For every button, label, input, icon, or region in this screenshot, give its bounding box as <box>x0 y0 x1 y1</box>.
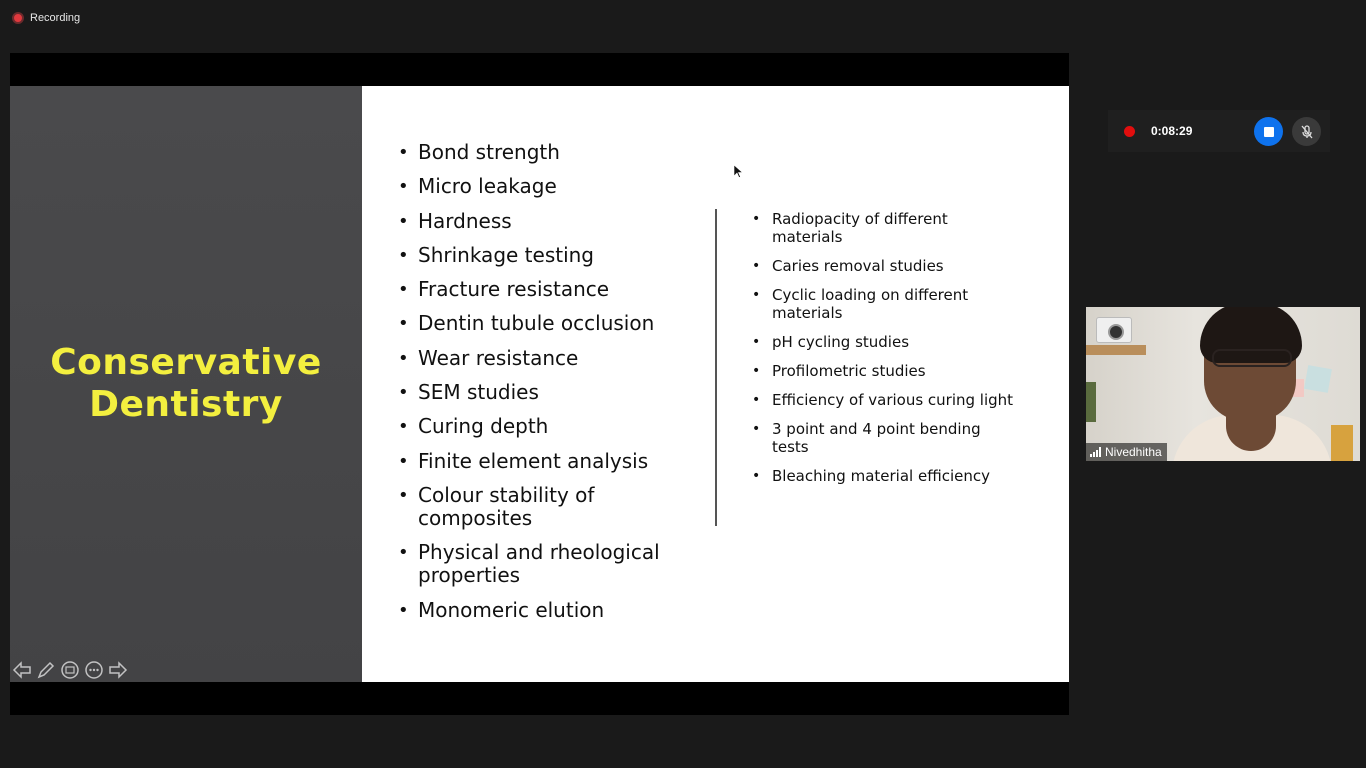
topic-left-item: • SEM studies <box>398 381 698 404</box>
recording-indicator <box>12 12 80 24</box>
recording-control-bar <box>1108 110 1330 152</box>
topic-right-item: • Bleaching material efficiency <box>752 467 1022 485</box>
slides-icon[interactable] <box>60 660 80 680</box>
topic-right-item: • Cyclic loading on different materials <box>752 286 1022 322</box>
column-divider <box>715 209 717 526</box>
topic-left-item: • Micro leakage <box>398 175 698 198</box>
slide-content-panel <box>362 86 1069 682</box>
participant-name: Nivedhitha <box>1105 445 1162 459</box>
arrow-left-icon[interactable] <box>12 660 32 680</box>
topic-right-item: • Efficiency of various curing light <box>752 391 1022 409</box>
recording-dot-icon <box>1124 126 1135 137</box>
slideshow-controls <box>12 660 128 680</box>
topic-left-item: • Curing depth <box>398 415 698 438</box>
topic-left-item: • Monomeric elution <box>398 599 698 622</box>
recording-label: Recording <box>30 12 81 24</box>
topic-right-item: • 3 point and 4 point bending tests <box>752 420 1022 456</box>
participant-name-tag <box>1086 443 1167 461</box>
pen-icon[interactable] <box>36 660 56 680</box>
topic-left-item: • Hardness <box>398 210 698 233</box>
topic-list-left <box>398 141 698 633</box>
topic-left-item: • Finite element analysis <box>398 450 698 473</box>
background-camera-object <box>1096 317 1132 343</box>
topic-left-item: • Wear resistance <box>398 347 698 370</box>
slide-title-line2: Dentistry <box>89 384 283 425</box>
recording-timer: 0:08:29 <box>1151 124 1193 138</box>
participant-video-tile[interactable] <box>1086 307 1360 461</box>
presentation-slide <box>10 86 1069 682</box>
stop-recording-button[interactable] <box>1254 117 1283 146</box>
stop-icon <box>1264 127 1274 137</box>
topic-left-item: • Shrinkage testing <box>398 244 698 267</box>
signal-strength-icon <box>1090 447 1101 457</box>
topic-right-item: • Radiopacity of different materials <box>752 210 1022 246</box>
mouse-cursor-icon <box>734 163 743 182</box>
mic-muted-icon <box>1299 124 1315 140</box>
topic-right-item: • pH cycling studies <box>752 333 1022 351</box>
topic-left-item: • Physical and rheological properties <box>398 541 698 587</box>
topic-list-right <box>752 210 1022 496</box>
more-icon[interactable] <box>84 660 104 680</box>
mute-microphone-button[interactable] <box>1292 117 1321 146</box>
topic-left-item: • Dentin tubule occlusion <box>398 312 698 335</box>
topic-right-item: • Caries removal studies <box>752 257 1022 275</box>
slide-title <box>50 342 322 426</box>
topic-left-item: • Bond strength <box>398 141 698 164</box>
record-icon <box>12 12 24 24</box>
slide-title-panel <box>10 86 362 682</box>
topic-right-item: • Profilometric studies <box>752 362 1022 380</box>
arrow-right-icon[interactable] <box>108 660 128 680</box>
topic-left-item: • Fracture resistance <box>398 278 698 301</box>
topic-left-item: • Colour stability of composites <box>398 484 698 530</box>
slide-title-line1: Conservative <box>50 342 322 383</box>
shared-screen <box>10 53 1069 715</box>
